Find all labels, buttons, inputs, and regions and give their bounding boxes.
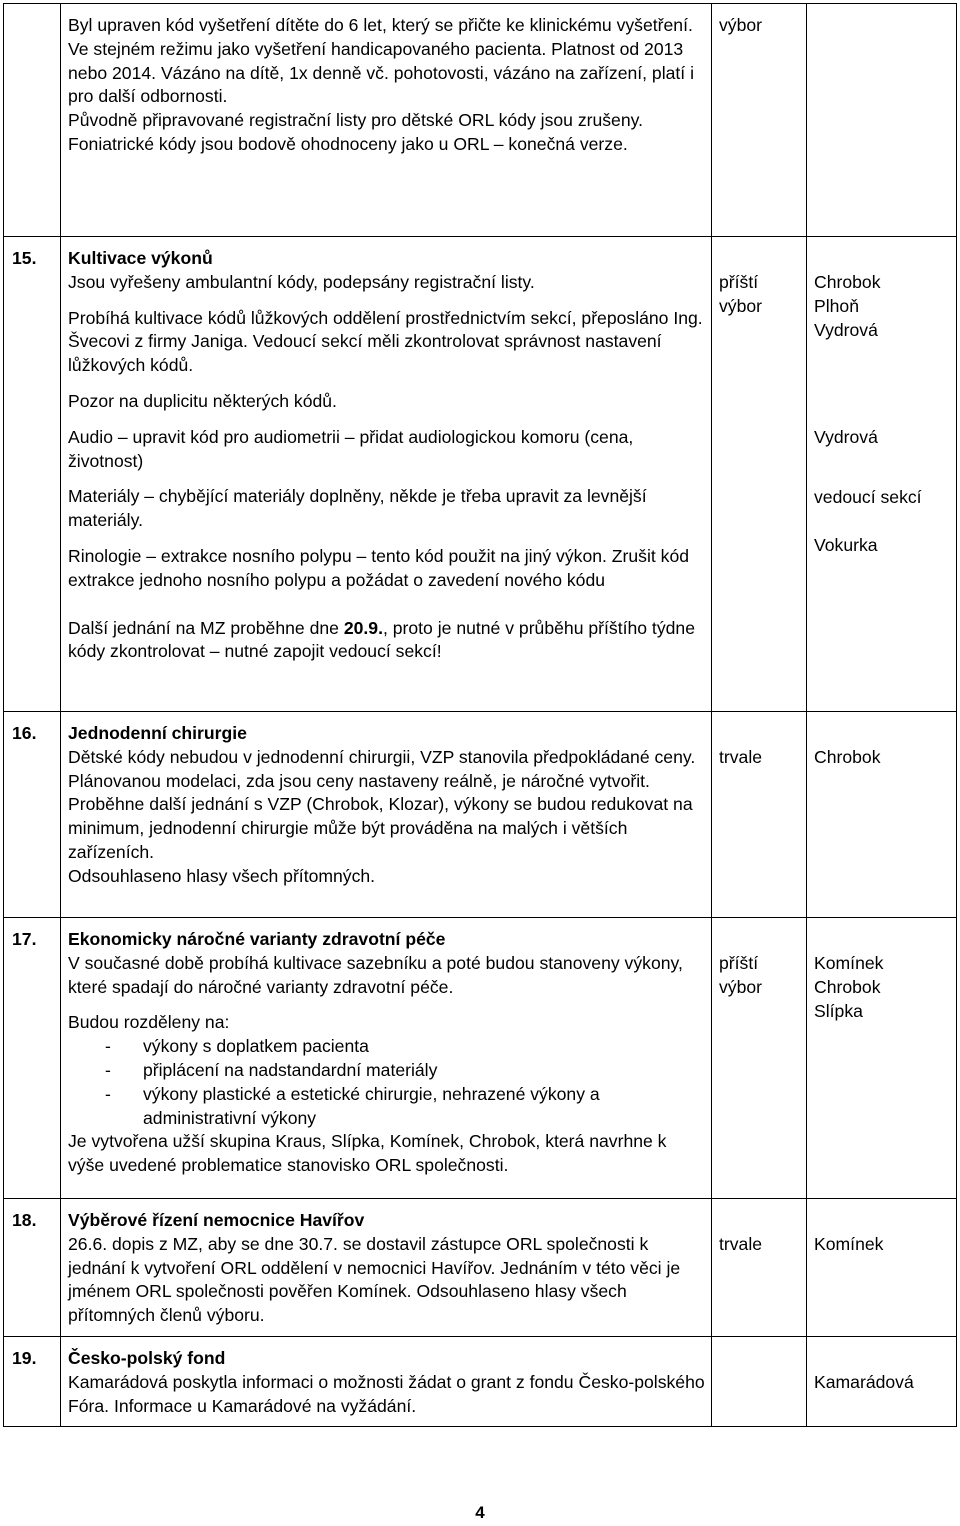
item-responsible xyxy=(807,1336,957,1426)
responsible-name: Plhoň xyxy=(814,295,859,316)
responsible-name: Komínek xyxy=(814,1234,884,1254)
responsible-name: Chrobok xyxy=(814,272,881,292)
paragraph: Audio – upravit kód pro audiometrii – přidat audiologickou komoru (cena, životnost) xyxy=(68,426,634,471)
paragraph: Jsou vyřešeny ambulantní kódy, podepsány registrační listy. xyxy=(68,271,535,292)
responsible-name: Chrobok xyxy=(814,747,881,767)
paragraph: 26.6. dopis z MZ, aby se dne 30.7. se dostavil zástupce ORL společnosti k jednání k vytvoření ORL oddělení v nemocnici Havířov. Jednáním v této věci je jménem ORL společnosti pověřen Komínek. Odsouhlaseno hlasy všech přítomných členů výboru. xyxy=(68,1233,681,1326)
table-row xyxy=(4,712,957,918)
table-row xyxy=(4,1336,957,1426)
item-number: 17. xyxy=(4,918,61,1199)
responsible-name: Vydrová xyxy=(814,319,878,340)
list-item: - připlácení na nadstandardní materiály xyxy=(68,1059,705,1083)
item-deadline xyxy=(712,1336,807,1426)
item-responsible xyxy=(807,237,957,712)
item-title: Výběrové řízení nemocnice Havířov xyxy=(68,1210,365,1230)
deadline-text: příští výbor xyxy=(719,953,763,997)
item-responsible xyxy=(807,712,957,918)
list-item: - výkony s doplatkem pacienta xyxy=(68,1035,705,1059)
paragraph: Pozor na duplicitu některých kódů. xyxy=(68,390,337,411)
paragraph: Odsouhlaseno hlasy všech přítomných. xyxy=(68,865,376,886)
item-content xyxy=(61,4,712,237)
paragraph: Dětské kódy nebudou v jednodenní chirurgii, VZP stanovila předpokládané ceny. Plánovanou modelaci, zda jsou ceny nastaveny reálně, je náročné vytvořit. xyxy=(68,746,696,791)
paragraph: Kamarádová poskytla informaci o možnosti žádat o grant z fondu Česko-polského Fóra. Informace u Kamarádové na vyžádání. xyxy=(68,1371,705,1416)
item-deadline xyxy=(712,237,807,712)
item-title: Kultivace výkonů xyxy=(68,248,213,268)
item-responsible xyxy=(807,918,957,1199)
responsible-name: Slípka xyxy=(814,1000,863,1021)
deadline-text: příští výbor xyxy=(719,272,763,316)
paragraph: V současné době probíhá kultivace sazebníku a poté budou stanoveny výkony, které spadají do náročné varianty zdravotní péče. xyxy=(68,952,683,997)
item-deadline xyxy=(712,712,807,918)
item-number: 16. xyxy=(4,712,61,918)
list-item: - výkony plastické a estetické chirurgie, nehrazené výkony a administrativní výkony xyxy=(68,1083,705,1131)
paragraph: Foniatrické kódy jsou bodově ohodnoceny jako u ORL – konečná verze. xyxy=(68,133,628,154)
item-deadline: výbor xyxy=(712,4,807,237)
item-responsible xyxy=(807,4,957,237)
date: 20.9. xyxy=(343,617,383,638)
item-number: 18. xyxy=(4,1199,61,1337)
paragraph xyxy=(68,617,705,665)
item-content xyxy=(61,712,712,918)
item-content xyxy=(61,1336,712,1426)
paragraph: Je vytvořena užší skupina Kraus, Slípka, Komínek, Chrobok, která navrhne k výše uvedené problematice stanovisko ORL společnosti. xyxy=(68,1131,667,1176)
page-number: 4 xyxy=(475,1503,485,1522)
item-deadline xyxy=(712,918,807,1199)
item-title: Ekonomicky náročné varianty zdravotní péče xyxy=(68,929,446,949)
item-content xyxy=(61,237,712,712)
list-intro: Budou rozděleny na: xyxy=(68,1012,230,1033)
paragraph: Původně připravované registrační listy pro dětské ORL kódy jsou zrušeny. xyxy=(68,110,644,131)
responsible-name: Kamarádová xyxy=(814,1371,914,1392)
table-row xyxy=(4,237,957,712)
deadline-text: trvale xyxy=(719,747,763,767)
paragraph: Rinologie – extrakce nosního polypu – tento kód použit na jiný výkon. Zrušit kód extrakce jednoho nosního polypu a požádat o zavedení nového kódu xyxy=(68,545,690,590)
item-number xyxy=(4,4,61,237)
minutes-table xyxy=(3,3,957,1427)
responsible-name: Vokurka xyxy=(814,534,878,555)
table-row xyxy=(4,1199,957,1337)
responsible-name: Komínek xyxy=(814,953,884,973)
responsible-name: Chrobok xyxy=(814,976,881,997)
responsible-name: vedoucí sekcí xyxy=(814,487,922,508)
table-row xyxy=(4,918,957,1199)
deadline-text: trvale xyxy=(719,1234,763,1254)
text: , proto je nutné v průběhu příštího týdne kódy zkontrolovat – nutné zapojit vedoucí sekcí! xyxy=(68,617,695,662)
item-deadline xyxy=(712,1199,807,1337)
item-title: Česko-polský fond xyxy=(68,1347,226,1368)
paragraph: Materiály – chybějící materiály doplněny, někde je třeba upravit za levnější materiály. xyxy=(68,486,647,531)
item-content xyxy=(61,1199,712,1337)
paragraph: Probíhá kultivace kódů lůžkových oddělení prostřednictvím sekcí, přeposláno Ing. Švecovi z firmy Janiga. Vedoucí sekcí měli zkontrolovat správnost nastavení lůžkových kódů. xyxy=(68,307,703,376)
table-row xyxy=(4,4,957,237)
text: Další jednání na MZ proběhne dne xyxy=(68,617,344,638)
paragraph: Proběhne další jednání s VZP (Chrobok, Klozar), výkony se budou redukovat na minimum, jednodenní chirurgie může být prováděna na malých i větších zařízeních. xyxy=(68,794,693,862)
item-number: 15. xyxy=(4,237,61,712)
item-title: Jednodenní chirurgie xyxy=(68,723,247,743)
item-number: 19. xyxy=(4,1336,61,1426)
paragraph: Byl upraven kód vyšetření dítěte do 6 let, který se přičte ke klinickému vyšetření. Ve stejném režimu jako vyšetření handicapovaného pacienta. Platnost od 2013 nebo 2014. Vázáno na dítě, 1x denně vč. pohotovosti, vázáno na zařízení, platí i pro další odbornosti. xyxy=(68,15,694,107)
responsible-name: Vydrová xyxy=(814,427,878,448)
item-content xyxy=(61,918,712,1199)
item-responsible xyxy=(807,1199,957,1337)
dash-list xyxy=(68,1035,705,1130)
